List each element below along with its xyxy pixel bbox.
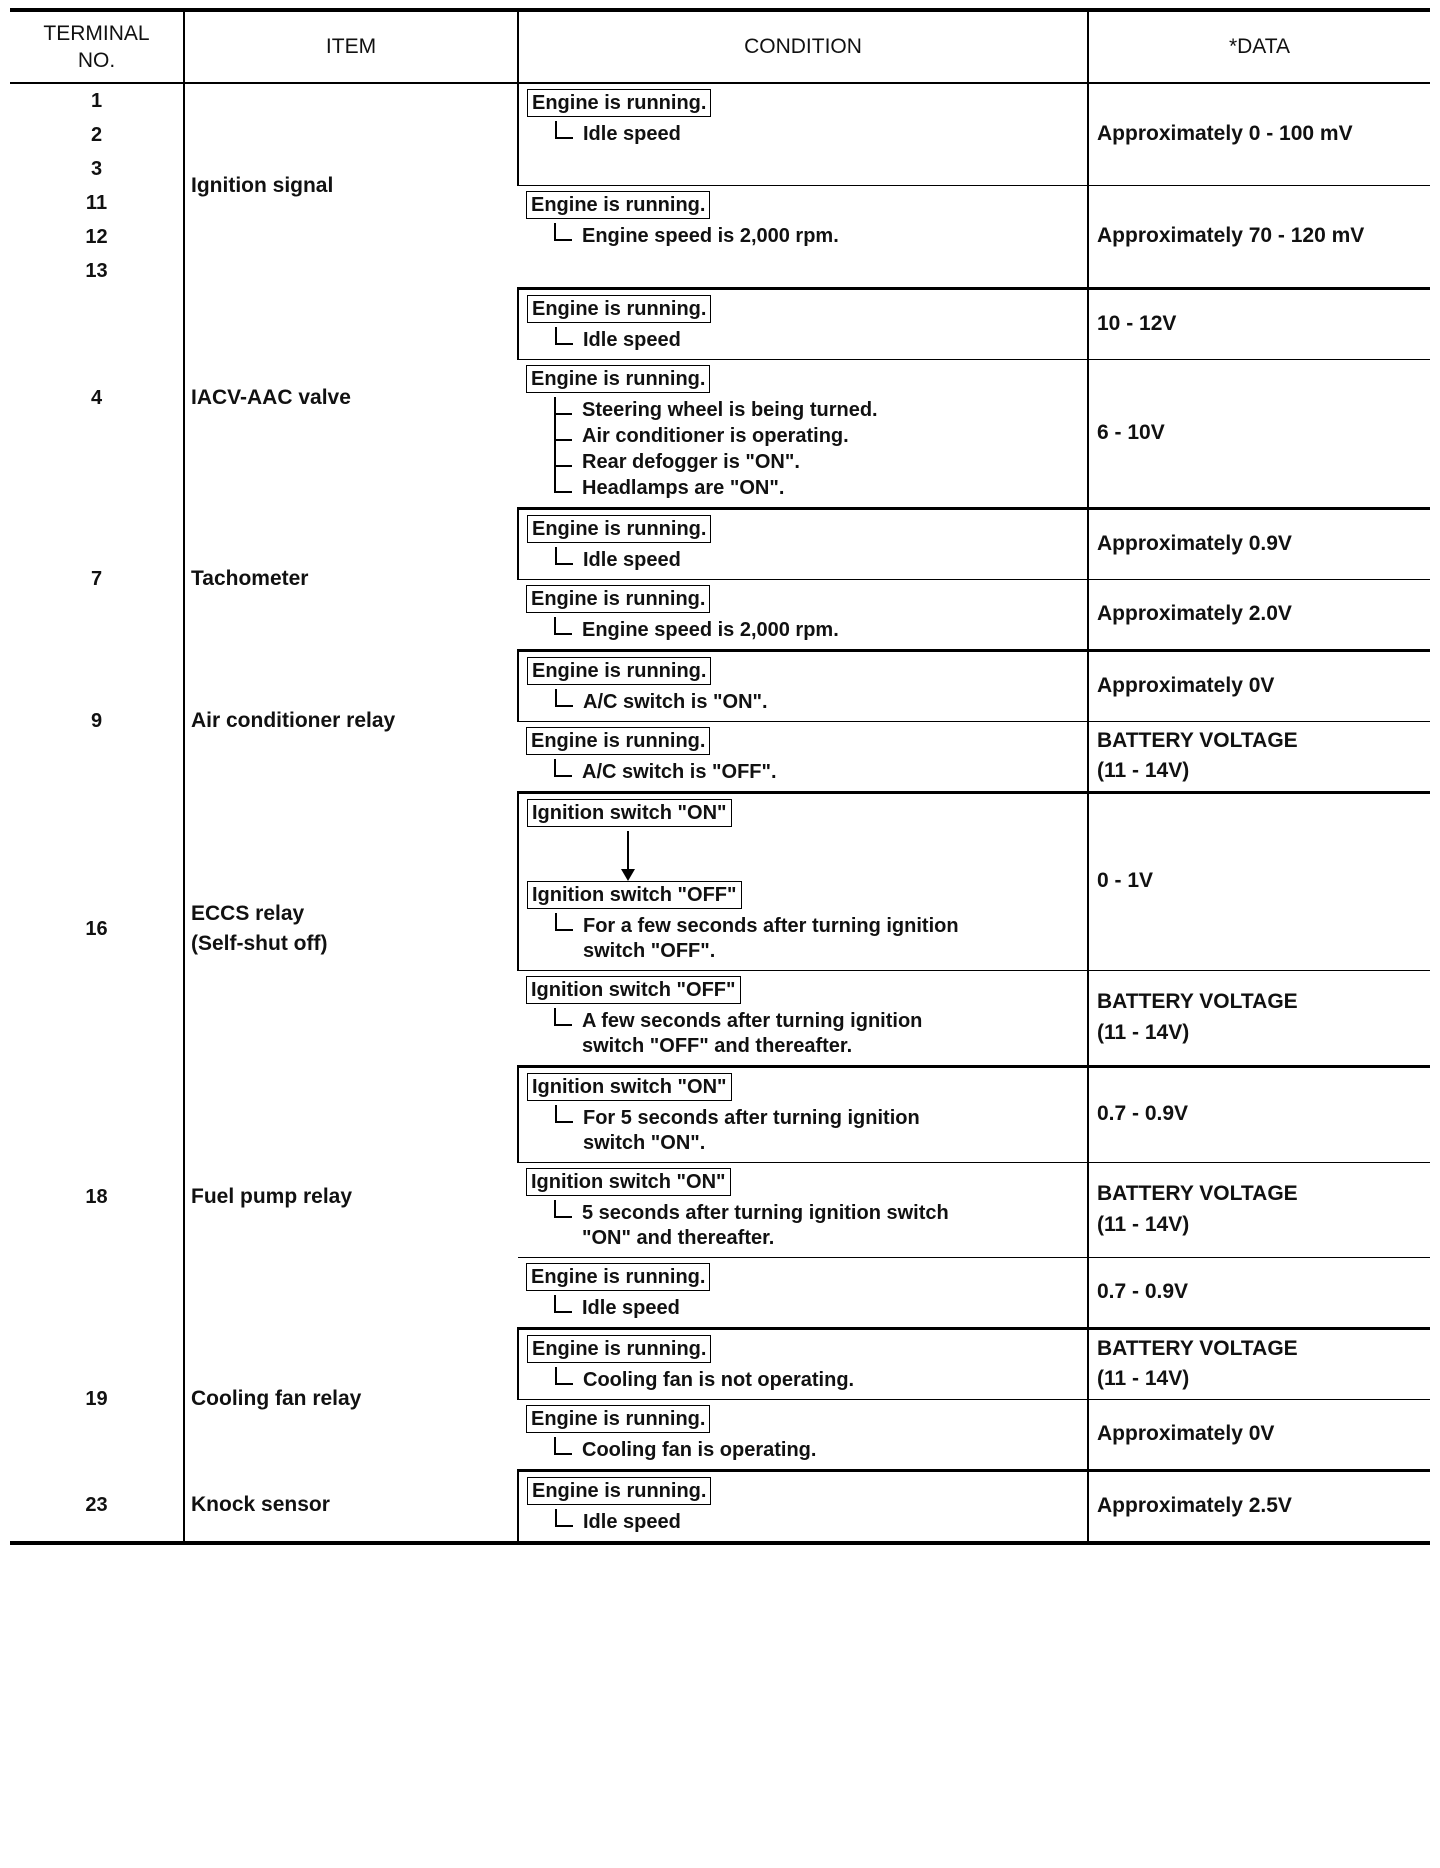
sub-condition <box>583 121 1087 147</box>
data-value: Approximately 0V <box>1097 1421 1275 1445</box>
table-row <box>10 1470 1430 1543</box>
item-name <box>184 1470 518 1543</box>
bracket-tick <box>555 705 573 707</box>
data-value-cell <box>1088 508 1430 579</box>
data-value-cell <box>1088 792 1430 970</box>
data-value-cell <box>1088 721 1430 792</box>
condition-state-box: Engine is running. <box>526 1263 710 1291</box>
terminal-table <box>10 8 1430 1545</box>
condition-block <box>527 89 1087 147</box>
sub-condition <box>582 475 1087 501</box>
sub-condition-text: Engine speed is 2,000 rpm. <box>582 224 839 247</box>
sub-condition <box>582 423 1087 449</box>
bracket-line <box>554 1295 556 1312</box>
sub-condition <box>583 1367 1087 1393</box>
table-row <box>10 792 1430 970</box>
item-label: Knock sensor <box>191 1493 330 1517</box>
bracket-line <box>554 1437 556 1454</box>
terminal-number: 4 <box>90 387 103 409</box>
data-value: 0.7 - 0.9V <box>1097 1102 1189 1126</box>
sub-condition <box>582 617 1087 643</box>
condition-block <box>526 1168 1087 1251</box>
bracket-tick <box>555 1525 573 1527</box>
bracket-line <box>555 327 557 344</box>
data-value-cell <box>1088 1257 1430 1328</box>
bracket-line <box>554 1200 556 1217</box>
condition-state-box: Engine is running. <box>527 515 711 543</box>
sub-condition-list <box>554 1437 1087 1463</box>
condition-cell <box>518 508 1088 579</box>
sub-condition <box>582 1200 1087 1251</box>
data-value: 0 - 1V <box>1097 869 1154 893</box>
bracket-line <box>555 689 557 706</box>
data-value: Approximately 0.9V <box>1097 531 1292 555</box>
sub-condition <box>582 1437 1087 1463</box>
sub-condition-text: Idle speed <box>583 328 681 351</box>
bracket-line <box>554 397 556 492</box>
terminal-number: 13 <box>85 260 108 282</box>
item-name <box>184 288 518 508</box>
condition-cell <box>518 185 1088 288</box>
bracket-tick <box>554 465 572 467</box>
data-value-cell <box>1088 1399 1430 1470</box>
sub-condition <box>583 689 1087 715</box>
data-value: BATTERY VOLTAGE (11 - 14V) <box>1097 1182 1298 1236</box>
sub-condition-list <box>555 1367 1087 1393</box>
terminal-number: 18 <box>85 1186 108 1208</box>
data-value-cell <box>1088 579 1430 650</box>
item-name <box>184 650 518 792</box>
bracket-line <box>555 547 557 564</box>
item-label: Air conditioner relay <box>191 708 396 732</box>
sub-condition-list <box>555 689 1087 715</box>
terminal-number-cell <box>10 1470 184 1543</box>
condition-state-box: Engine is running. <box>527 1335 711 1363</box>
sub-condition-list <box>555 547 1087 573</box>
sub-condition-text: Cooling fan is not operating. <box>583 1368 855 1391</box>
bracket-tick <box>554 439 572 441</box>
sub-condition-text: Cooling fan is operating. <box>582 1438 817 1461</box>
condition-block <box>527 881 1087 964</box>
item-label: ECCS relay (Self-shut off) <box>191 901 328 955</box>
sub-condition <box>583 913 1087 964</box>
terminal-number: 3 <box>90 158 103 180</box>
condition-block <box>527 1335 1087 1393</box>
bracket-tick <box>555 1121 573 1123</box>
condition-block <box>527 515 1087 573</box>
terminal-number-cell <box>10 650 184 792</box>
sub-condition <box>582 1008 1087 1059</box>
bracket-tick <box>555 137 573 139</box>
data-value: 6 - 10V <box>1097 420 1165 444</box>
header-item: ITEM <box>184 10 518 83</box>
sub-condition-list <box>554 759 1087 785</box>
data-value: Approximately 2.0V <box>1097 601 1292 625</box>
condition-cell <box>518 1066 1088 1162</box>
terminal-number: 11 <box>85 192 108 214</box>
item-name <box>184 1066 518 1328</box>
condition-cell <box>518 83 1088 185</box>
bracket-line <box>554 759 556 776</box>
sub-condition <box>583 327 1087 353</box>
bracket-tick <box>554 1024 572 1026</box>
bracket-tick <box>554 239 572 241</box>
item-name <box>184 508 518 650</box>
bracket-line <box>555 1105 557 1122</box>
condition-block <box>526 191 1087 249</box>
bracket-tick <box>555 343 573 345</box>
bracket-line <box>554 1008 556 1025</box>
sub-condition-list <box>555 1509 1087 1535</box>
sub-condition-text: Engine speed is 2,000 rpm. <box>582 618 839 641</box>
terminal-number: 1 <box>90 90 103 112</box>
bracket-tick <box>554 413 572 415</box>
bracket-tick <box>554 1453 572 1455</box>
condition-block <box>526 1263 1087 1321</box>
data-value: BATTERY VOLTAGE (11 - 14V) <box>1097 728 1298 782</box>
terminal-number-cell <box>10 792 184 1066</box>
condition-block <box>527 1073 1087 1156</box>
table-row <box>10 1328 1430 1399</box>
item-label: Ignition signal <box>191 173 334 197</box>
bracket-tick <box>554 491 572 493</box>
condition-state-box: Engine is running. <box>526 191 710 219</box>
bracket-line <box>555 121 557 138</box>
bracket-line <box>554 223 556 240</box>
condition-state-box: Engine is running. <box>527 657 711 685</box>
data-value-cell <box>1088 650 1430 721</box>
sub-condition-text: Headlamps are "ON". <box>582 476 785 499</box>
terminal-number-cell <box>10 1066 184 1328</box>
condition-state-box: Engine is running. <box>526 727 710 755</box>
data-value: BATTERY VOLTAGE (11 - 14V) <box>1097 990 1298 1044</box>
condition-state-box: Ignition switch "OFF" <box>526 976 741 1004</box>
sub-condition-text: Rear defogger is "ON". <box>582 450 800 473</box>
item-label: Cooling fan relay <box>191 1386 362 1410</box>
condition-block <box>527 799 1087 881</box>
condition-block <box>526 365 1087 501</box>
condition-cell <box>518 359 1088 508</box>
condition-cell <box>518 288 1088 359</box>
sub-condition-list <box>555 327 1087 353</box>
terminal-number-cell <box>10 508 184 650</box>
data-value-cell <box>1088 185 1430 288</box>
bracket-line <box>554 617 556 634</box>
header-condition: CONDITION <box>518 10 1088 83</box>
condition-state-box: Engine is running. <box>527 295 711 323</box>
table-body <box>10 83 1430 1543</box>
condition-state-box: Ignition switch "OFF" <box>527 881 742 909</box>
condition-cell <box>518 1399 1088 1470</box>
condition-block <box>526 1405 1087 1463</box>
table-row <box>10 1066 1430 1162</box>
bracket-tick <box>555 929 573 931</box>
item-label: Tachometer <box>191 566 309 590</box>
condition-cell <box>518 721 1088 792</box>
condition-cell <box>518 579 1088 650</box>
sub-condition <box>583 1509 1087 1535</box>
sub-condition-list <box>554 1200 1087 1251</box>
sub-condition-text: Steering wheel is being turned. <box>582 398 878 421</box>
data-value: Approximately 70 - 120 mV <box>1097 223 1365 247</box>
condition-block <box>527 1477 1087 1535</box>
data-value-cell <box>1088 288 1430 359</box>
condition-state-box: Ignition switch "ON" <box>527 1073 732 1101</box>
data-value: BATTERY VOLTAGE (11 - 14V) <box>1097 1336 1298 1390</box>
bracket-tick <box>555 1383 573 1385</box>
terminal-number: 19 <box>85 1388 108 1410</box>
sub-condition-list <box>554 223 1087 249</box>
sub-condition-text: A/C switch is "OFF". <box>582 760 777 783</box>
condition-state-box: Ignition switch "ON" <box>526 1168 731 1196</box>
condition-state-box: Engine is running. <box>527 89 711 117</box>
sub-condition-text: Idle speed <box>583 123 681 145</box>
header-terminal-no: TERMINAL NO. <box>10 10 184 83</box>
condition-cell <box>518 792 1088 970</box>
down-arrow-icon <box>627 827 667 881</box>
bracket-line <box>555 1367 557 1384</box>
bracket-line <box>555 913 557 930</box>
sub-condition-text: A few seconds after turning ignition switch "OFF" and thereafter. <box>582 1009 923 1057</box>
item-label: IACV-AAC valve <box>191 385 351 409</box>
sub-condition-text: Air conditioner is operating. <box>582 424 849 447</box>
header-row <box>10 10 1430 83</box>
data-value-cell <box>1088 1162 1430 1257</box>
sub-condition-text: For 5 seconds after turning ignition switch "ON". <box>583 1106 920 1154</box>
sub-condition <box>582 449 1087 475</box>
item-name <box>184 792 518 1066</box>
data-value: 0.7 - 0.9V <box>1097 1279 1189 1303</box>
sub-condition-text: Idle speed <box>583 1510 681 1533</box>
terminal-number-cell <box>10 288 184 508</box>
condition-cell <box>518 1257 1088 1328</box>
condition-block <box>527 657 1087 715</box>
condition-cell <box>518 1162 1088 1257</box>
data-value-cell <box>1088 83 1430 185</box>
terminal-number: 7 <box>90 568 103 590</box>
sub-condition <box>583 1105 1087 1156</box>
terminal-number: 9 <box>90 710 103 732</box>
bracket-tick <box>554 1311 572 1313</box>
table-row <box>10 508 1430 579</box>
condition-block <box>527 295 1087 353</box>
terminal-number: 23 <box>85 1494 108 1517</box>
sub-condition-list <box>554 1295 1087 1321</box>
sub-condition-text: For a few seconds after turning ignition switch "OFF". <box>583 914 959 962</box>
sub-condition <box>582 223 1087 249</box>
sub-condition-text: Idle speed <box>583 548 681 571</box>
sub-condition <box>582 759 1087 785</box>
table-row <box>10 650 1430 721</box>
item-name <box>184 83 518 288</box>
sub-condition-text: Idle speed <box>582 1296 680 1319</box>
condition-block <box>526 976 1087 1059</box>
item-name <box>184 1328 518 1470</box>
sub-condition-list <box>554 617 1087 643</box>
sub-condition-text: 5 seconds after turning ignition switch "ON" and thereafter. <box>582 1201 949 1249</box>
terminal-number: 12 <box>85 226 108 248</box>
bracket-tick <box>554 633 572 635</box>
data-value: Approximately 0 - 100 mV <box>1097 122 1353 146</box>
terminal-number: 16 <box>85 918 108 940</box>
bracket-line <box>555 1509 557 1526</box>
condition-state-box: Ignition switch "ON" <box>527 799 732 827</box>
condition-state-box: Engine is running. <box>526 365 710 393</box>
condition-cell <box>518 970 1088 1066</box>
sub-condition <box>583 547 1087 573</box>
condition-state-box: Engine is running. <box>527 1477 711 1505</box>
condition-cell <box>518 1328 1088 1399</box>
condition-cell <box>518 1470 1088 1543</box>
condition-block <box>526 727 1087 785</box>
item-label: Fuel pump relay <box>191 1184 353 1208</box>
data-value-cell <box>1088 359 1430 508</box>
condition-cell <box>518 650 1088 721</box>
data-value-cell <box>1088 1470 1430 1543</box>
table-row <box>10 83 1430 185</box>
sub-condition-list <box>555 1105 1087 1156</box>
condition-state-box: Engine is running. <box>526 585 710 613</box>
bracket-tick <box>554 775 572 777</box>
terminal-number: 2 <box>90 124 103 146</box>
sub-condition <box>582 397 1087 423</box>
sub-condition-list <box>554 1008 1087 1059</box>
sub-condition-list <box>555 913 1087 964</box>
data-value: 10 - 12V <box>1097 311 1177 335</box>
bracket-tick <box>554 1216 572 1218</box>
terminal-number-cell <box>10 1328 184 1470</box>
terminal-number-cell <box>10 83 184 288</box>
sub-condition-text: A/C switch is "ON". <box>583 690 768 713</box>
data-value: Approximately 2.5V <box>1097 1493 1292 1517</box>
bracket-tick <box>555 563 573 565</box>
condition-state-box: Engine is running. <box>526 1405 710 1433</box>
terminal-data-sheet <box>10 8 1430 1545</box>
header-data: *DATA <box>1088 10 1430 83</box>
data-value-cell <box>1088 970 1430 1066</box>
table-row <box>10 288 1430 359</box>
data-value: Approximately 0V <box>1097 673 1275 697</box>
condition-block <box>526 585 1087 643</box>
data-value-cell <box>1088 1328 1430 1399</box>
sub-condition-list <box>555 121 1087 147</box>
sub-condition-list <box>554 397 1087 501</box>
data-value-cell <box>1088 1066 1430 1162</box>
sub-condition <box>582 1295 1087 1321</box>
